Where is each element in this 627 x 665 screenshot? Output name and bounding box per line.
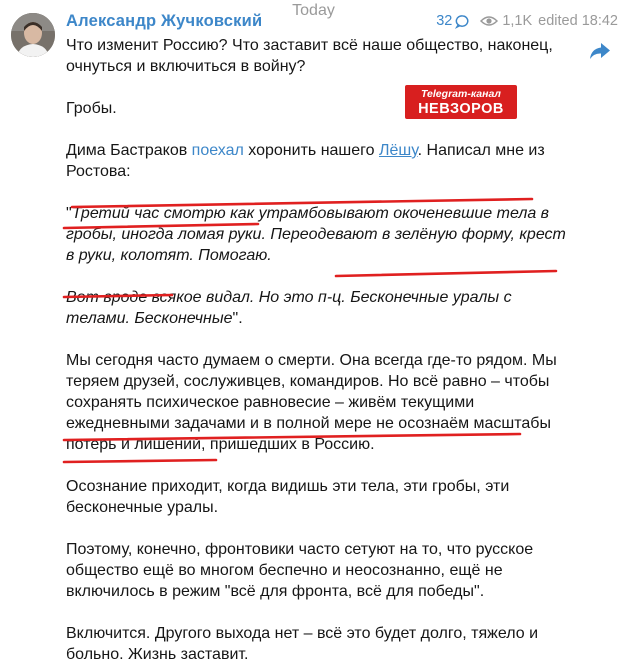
message-body <box>66 35 571 665</box>
paragraph-8: Поэтому, конечно, фронтовики часто сетуют на то, что русское общество ещё во многом беспечно и неосознанно, ещё не включилось в режим "всё для фронта, всё для победы". <box>66 541 534 600</box>
views-count: 1,1K <box>502 13 533 29</box>
p5-underlined: Бесконечные уралы с телами. Бесконечные <box>66 289 512 327</box>
link-poehal[interactable]: поехал <box>191 142 244 159</box>
edited-time: edited 18:42 <box>538 13 618 29</box>
quote-open: " <box>66 205 72 222</box>
quote-close: ". <box>232 310 243 327</box>
p3-text-b: хоронить нашего <box>243 142 379 159</box>
avatar-photo <box>11 13 55 57</box>
paragraph-7: Осознание приходит, когда видишь эти тела, эти гробы, эти бесконечные уралы. <box>66 478 510 516</box>
date-label: Today <box>292 2 335 19</box>
paragraph-2: Гробы. <box>66 100 117 117</box>
post-meta <box>436 13 618 29</box>
paragraph-3 <box>66 140 571 182</box>
comments-count[interactable]: 32 <box>436 13 453 29</box>
watermark-line2: НЕВЗОРОВ <box>418 101 504 117</box>
paragraph-5-quote <box>66 287 571 329</box>
comment-icon[interactable] <box>455 14 470 29</box>
quote-rest: . Переодевают в зелёную форму, крест в руки, колотят. Помогаю. <box>66 226 566 264</box>
paragraph-6: Мы сегодня часто думаем о смерти. Она всегда где-то рядом. Мы теряем друзей, сослуживцев, командиров. Но всё равно – чтобы сохранять психическое равновесие – живём текущими ежедневными задачами и в полной мере не осознаём масштабы потерь и лишений, пришедших в Россию. <box>66 352 557 453</box>
p5-text-a: Вот вроде всякое видал. Но это п-ц. <box>66 289 351 306</box>
avatar[interactable] <box>11 13 55 57</box>
author-name[interactable]: Александр Жучковский <box>66 12 263 30</box>
paragraph-9: Включится. Другого выхода нет – всё это будет долго, тяжело и больно. Жизнь заставит. <box>66 625 539 663</box>
quote-underlined: Третий час смотрю как утрамбовывают окоченевшие тела в гробы, иногда ломая руки <box>66 205 550 243</box>
eye-icon <box>480 15 498 27</box>
paragraph-1: Что изменит Россию? Что заставит всё наше общество, наконец, очнуться и включиться в войну? <box>66 37 553 75</box>
share-icon[interactable] <box>589 42 611 60</box>
p3-text-c: . Написал мне из Ростова: <box>66 142 545 180</box>
p3-text-a: Дима Бастраков <box>66 142 192 159</box>
link-lesha[interactable]: Лёшу <box>378 142 418 159</box>
watermark-line1: Telegram-канал <box>421 88 501 100</box>
paragraph-4-quote <box>66 203 571 266</box>
